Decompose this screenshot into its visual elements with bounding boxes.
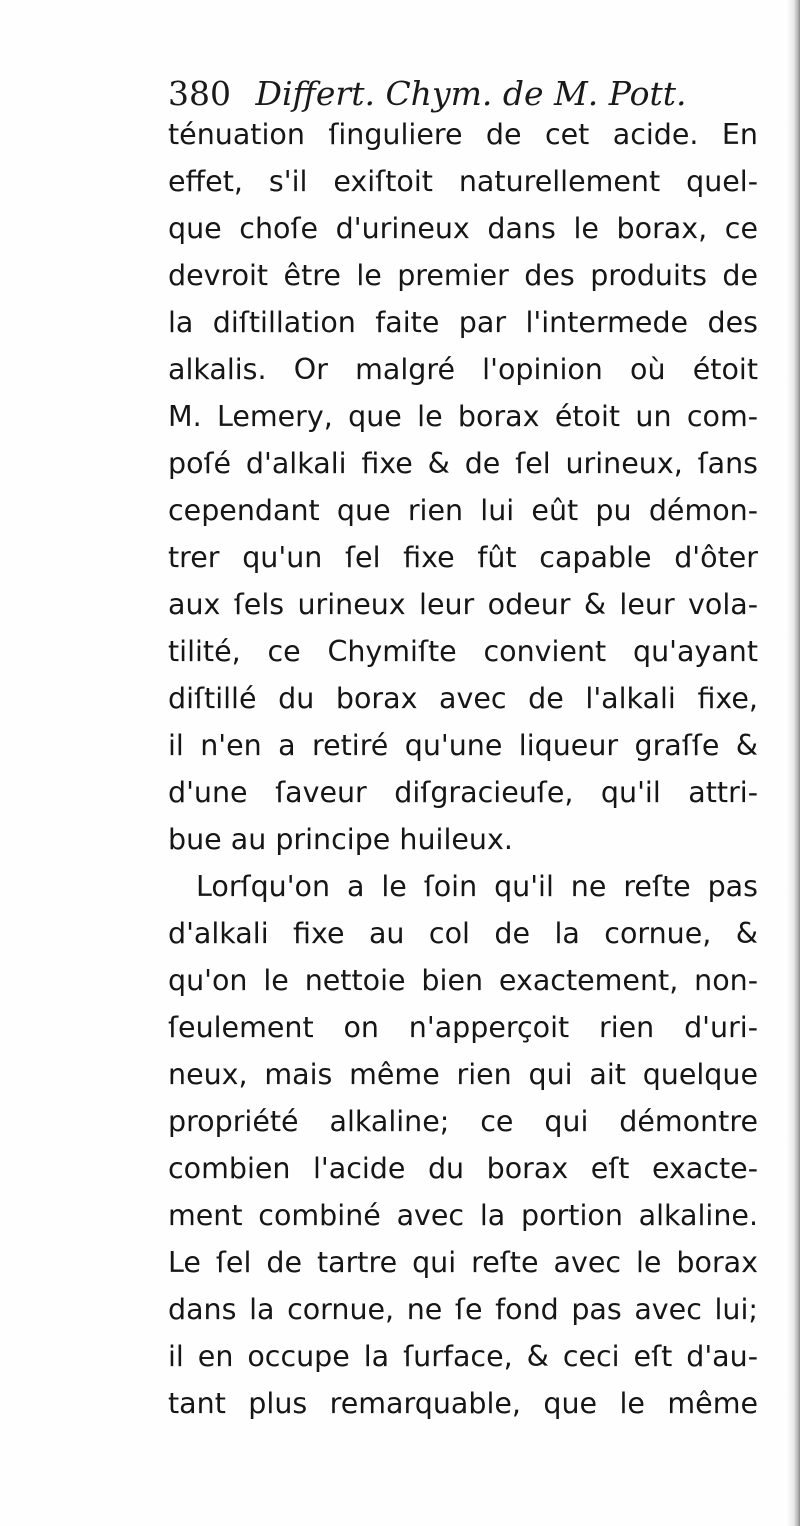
text-line: qu'on le nettoie bien exactement, non- (168, 964, 758, 997)
page-edge-shadow (786, 0, 800, 1526)
text-line: devroit être le premier des produits de (168, 259, 758, 292)
text-line: d'une ſaveur diſgracieuſe, qu'il attri- (168, 776, 758, 809)
text-line: diſtillé du borax avec de l'alkali fixe, (168, 682, 758, 715)
text-line: il en occupe la ſurface, & ceci eſt d'au- (168, 1340, 758, 1373)
text-line: que choſe d'urineux dans le borax, ce (168, 212, 758, 245)
text-line: M. Lemery, que le borax étoit un com- (168, 400, 758, 433)
text-line: aux ſels urineux leur odeur & leur vola- (168, 588, 758, 621)
text-line: dans la cornue, ne ſe fond pas avec lui; (168, 1293, 758, 1326)
text-line: d'alkali fixe au col de la cornue, & (168, 917, 758, 950)
text-line: ment combiné avec la portion alkaline. (168, 1199, 758, 1232)
text-line: bue au principe huileux. (168, 823, 513, 856)
text-line: effet, s'il exiſtoit naturellement quel- (168, 165, 758, 198)
text-line: tant plus remarquable, que le même (168, 1387, 758, 1420)
text-line: la diſtillation faite par l'intermede des (168, 306, 758, 339)
text-line: Le ſel de tartre qui reſte avec le borax (168, 1246, 758, 1279)
text-line: ténuation ſinguliere de cet acide. En (168, 118, 758, 151)
text-line: combien l'acide du borax eſt exacte- (168, 1152, 758, 1185)
page-number: 380 (168, 74, 231, 113)
text-line: il n'en a retiré qu'une liqueur graſſe & (168, 729, 758, 762)
running-title: Differt. Chym. de M. Pott. (255, 74, 687, 113)
text-line: trer qu'un ſel fixe fût capable d'ôter (168, 541, 758, 574)
text-line: neux, mais même rien qui ait quelque (168, 1058, 758, 1091)
text-line: tilité, ce Chymiſte convient qu'ayant (168, 635, 758, 668)
body-text (168, 111, 758, 1427)
text-line: ſeulement on n'apperçoit rien d'uri- (168, 1011, 758, 1044)
text-line: cependant que rien lui eût pu démon- (168, 494, 758, 527)
text-line: poſé d'alkali fixe & de ſel urineux, ſans (168, 447, 758, 480)
text-line: Lorſqu'on a le ſoin qu'il ne reſte pas (196, 870, 758, 903)
text-line: propriété alkaline; ce qui démontre (168, 1105, 758, 1138)
text-line: alkalis. Or malgré l'opinion où étoit (168, 353, 758, 386)
